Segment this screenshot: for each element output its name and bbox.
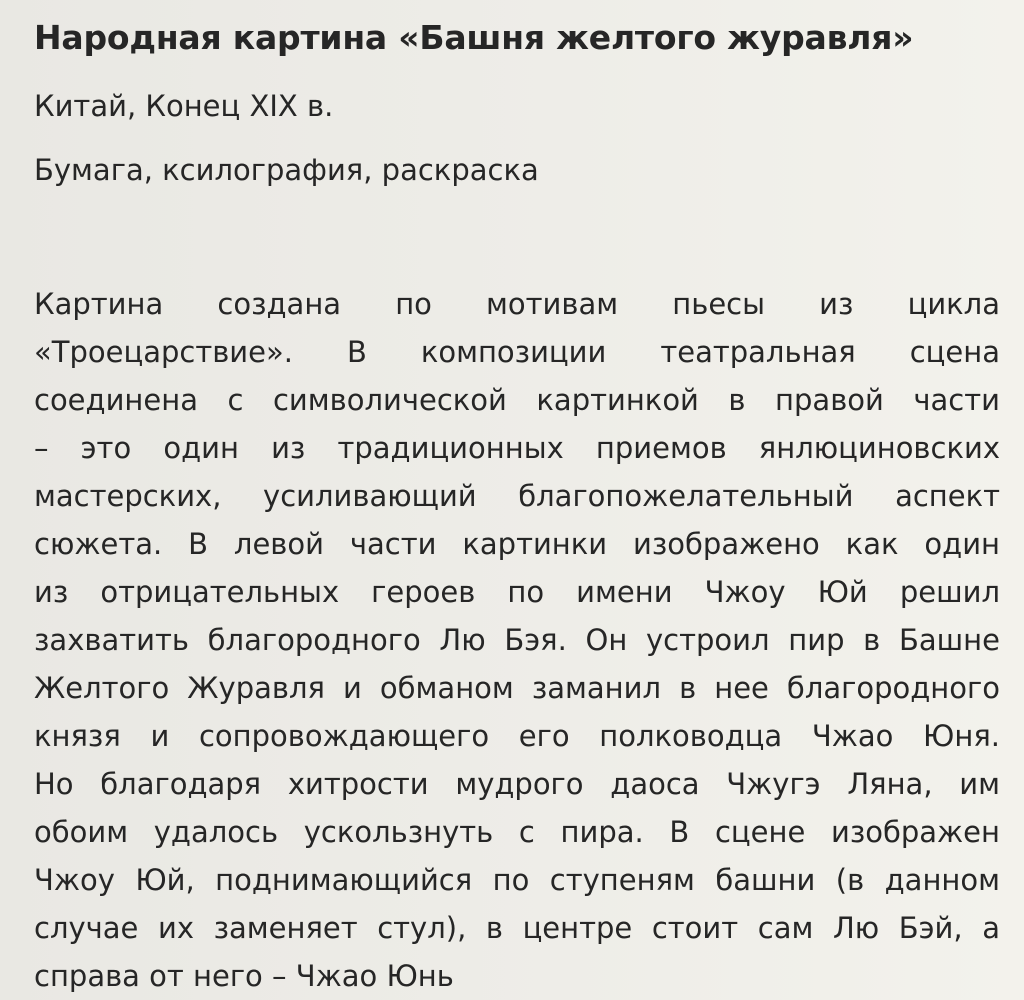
description-line: справа от него – Чжао Юнь [34, 959, 454, 993]
description-line: князя и сопровождающего его полководца Чжао Юня. [34, 719, 1000, 753]
artwork-material: Бумага, ксилография, раскраска [34, 153, 539, 187]
artwork-description [34, 280, 1002, 1000]
description-line: мастерских, усиливающий благопожелательный аспект [34, 479, 1000, 513]
description-line: случае их заменяет стул), в центре стоит сам Лю Бэй, а [34, 911, 1000, 945]
description-line: «Троецарствие». В композиции театральная сцена [34, 335, 1000, 369]
description-line: из отрицательных героев по имени Чжоу Юй решил [34, 575, 1000, 609]
description-line: обоим удалось ускользнуть с пира. В сцене изображен [34, 815, 1000, 849]
artwork-origin: Китай, Конец XIX в. [34, 89, 334, 123]
description-line: Чжоу Юй, поднимающийся по ступеням башни (в данном [34, 863, 1000, 897]
description-line: сюжета. В левой части картинки изображено как один [34, 527, 1000, 561]
description-line: соединена с символической картинкой в правой части [34, 383, 1000, 417]
description-line: Но благодаря хитрости мудрого даоса Чжугэ Ляна, им [34, 767, 1000, 801]
description-line: захватить благородного Лю Бэя. Он устроил пир в Башне [34, 623, 1000, 657]
description-line: Картина создана по мотивам пьесы из цикла [34, 287, 1000, 321]
artwork-title: Народная картина «Башня желтого журавля» [34, 18, 914, 57]
museum-label [34, 14, 1002, 1000]
description-line: – это один из традиционных приемов янлюциновских [34, 431, 1000, 465]
description-line: Желтого Журавля и обманом заманил в нее благородного [34, 671, 1000, 705]
